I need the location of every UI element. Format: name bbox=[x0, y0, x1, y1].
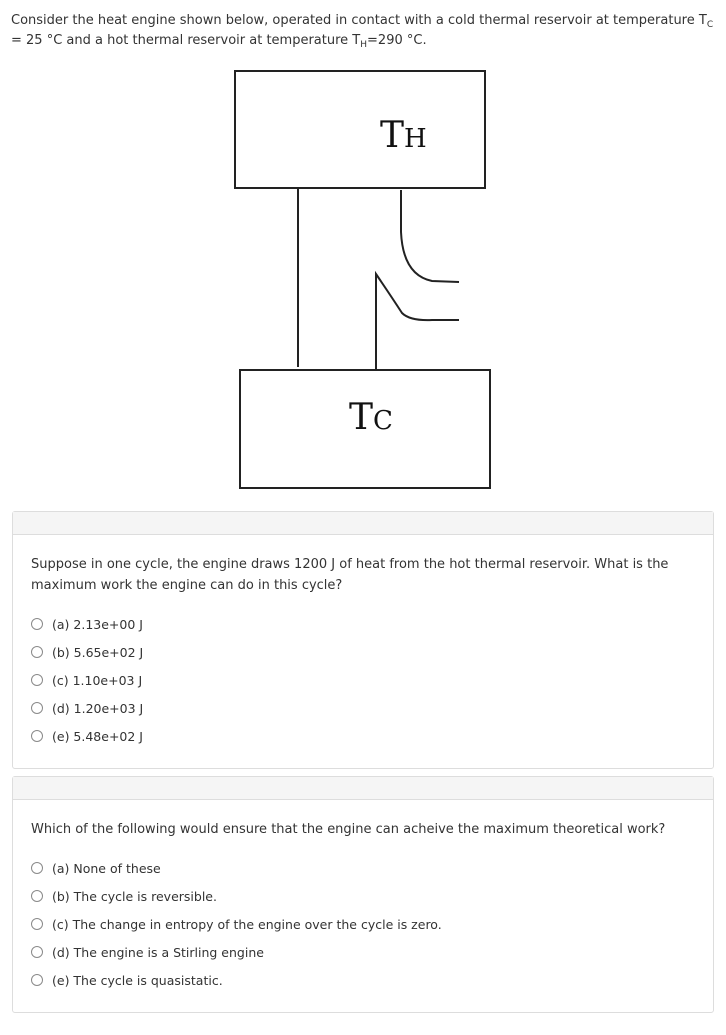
intro-text-2: = 25 °C and a hot thermal reservoir at temperature T bbox=[11, 33, 361, 48]
option-label: (c) The change in entropy of the engine over the cycle is zero. bbox=[52, 916, 442, 932]
option-label: (d) 1.20e+03 J bbox=[52, 700, 144, 716]
cold-reservoir-label: TC bbox=[349, 397, 393, 438]
q2-option-d[interactable] bbox=[31, 938, 442, 966]
intro-text-3: =290 °C. bbox=[367, 33, 427, 48]
radio-button[interactable] bbox=[31, 618, 43, 630]
question-1-header bbox=[13, 512, 713, 535]
heat-engine-diagram bbox=[0, 0, 726, 500]
hot-reservoir-box bbox=[235, 71, 485, 188]
option-label: (a) 2.13e+00 J bbox=[52, 616, 143, 632]
tc-subscript: C bbox=[706, 20, 714, 30]
radio-button[interactable] bbox=[31, 890, 43, 902]
question-2-options bbox=[31, 854, 442, 994]
option-label: (a) None of these bbox=[52, 860, 161, 876]
q2-option-b[interactable] bbox=[31, 882, 442, 910]
radio-button[interactable] bbox=[31, 674, 43, 686]
question-1-options bbox=[31, 610, 143, 750]
q2-option-c[interactable] bbox=[31, 910, 442, 938]
intro-text-1: Consider the heat engine shown below, operated in contact with a cold thermal reservoir at temperature T bbox=[11, 13, 707, 28]
option-label: (e) The cycle is quasistatic. bbox=[52, 972, 223, 988]
q2-option-e[interactable] bbox=[31, 966, 442, 994]
q1-option-e[interactable] bbox=[31, 722, 143, 750]
question-2-panel bbox=[12, 776, 714, 1013]
q1-option-a[interactable] bbox=[31, 610, 143, 638]
option-label: (b) 5.65e+02 J bbox=[52, 644, 144, 660]
option-label: (c) 1.10e+03 J bbox=[52, 672, 143, 688]
radio-button[interactable] bbox=[31, 862, 43, 874]
radio-button[interactable] bbox=[31, 918, 43, 930]
radio-button[interactable] bbox=[31, 702, 43, 714]
q1-option-c[interactable] bbox=[31, 666, 143, 694]
q1-option-b[interactable] bbox=[31, 638, 143, 666]
option-label: (d) The engine is a Stirling engine bbox=[52, 944, 264, 960]
option-label: (e) 5.48e+02 J bbox=[52, 728, 143, 744]
radio-button[interactable] bbox=[31, 946, 43, 958]
question-2-text: Which of the following would ensure that the engine can acheive the maximum theoretical work? bbox=[31, 822, 666, 837]
question-1-panel bbox=[12, 511, 714, 769]
th-subscript: H bbox=[360, 40, 368, 50]
radio-button[interactable] bbox=[31, 974, 43, 986]
radio-button[interactable] bbox=[31, 646, 43, 658]
hot-heat-flow-curve bbox=[401, 190, 459, 282]
radio-button[interactable] bbox=[31, 730, 43, 742]
question-2-header bbox=[13, 777, 713, 800]
question-1-text: Suppose in one cycle, the engine draws 1200 J of heat from the hot thermal reservoir. What is the maximum work the engine can do in this cycle? bbox=[31, 557, 669, 593]
hot-reservoir-label: TH bbox=[380, 115, 427, 156]
option-label: (b) The cycle is reversible. bbox=[52, 888, 217, 904]
q1-option-d[interactable] bbox=[31, 694, 143, 722]
q2-option-a[interactable] bbox=[31, 854, 442, 882]
cold-heat-flow-curve bbox=[376, 274, 459, 369]
